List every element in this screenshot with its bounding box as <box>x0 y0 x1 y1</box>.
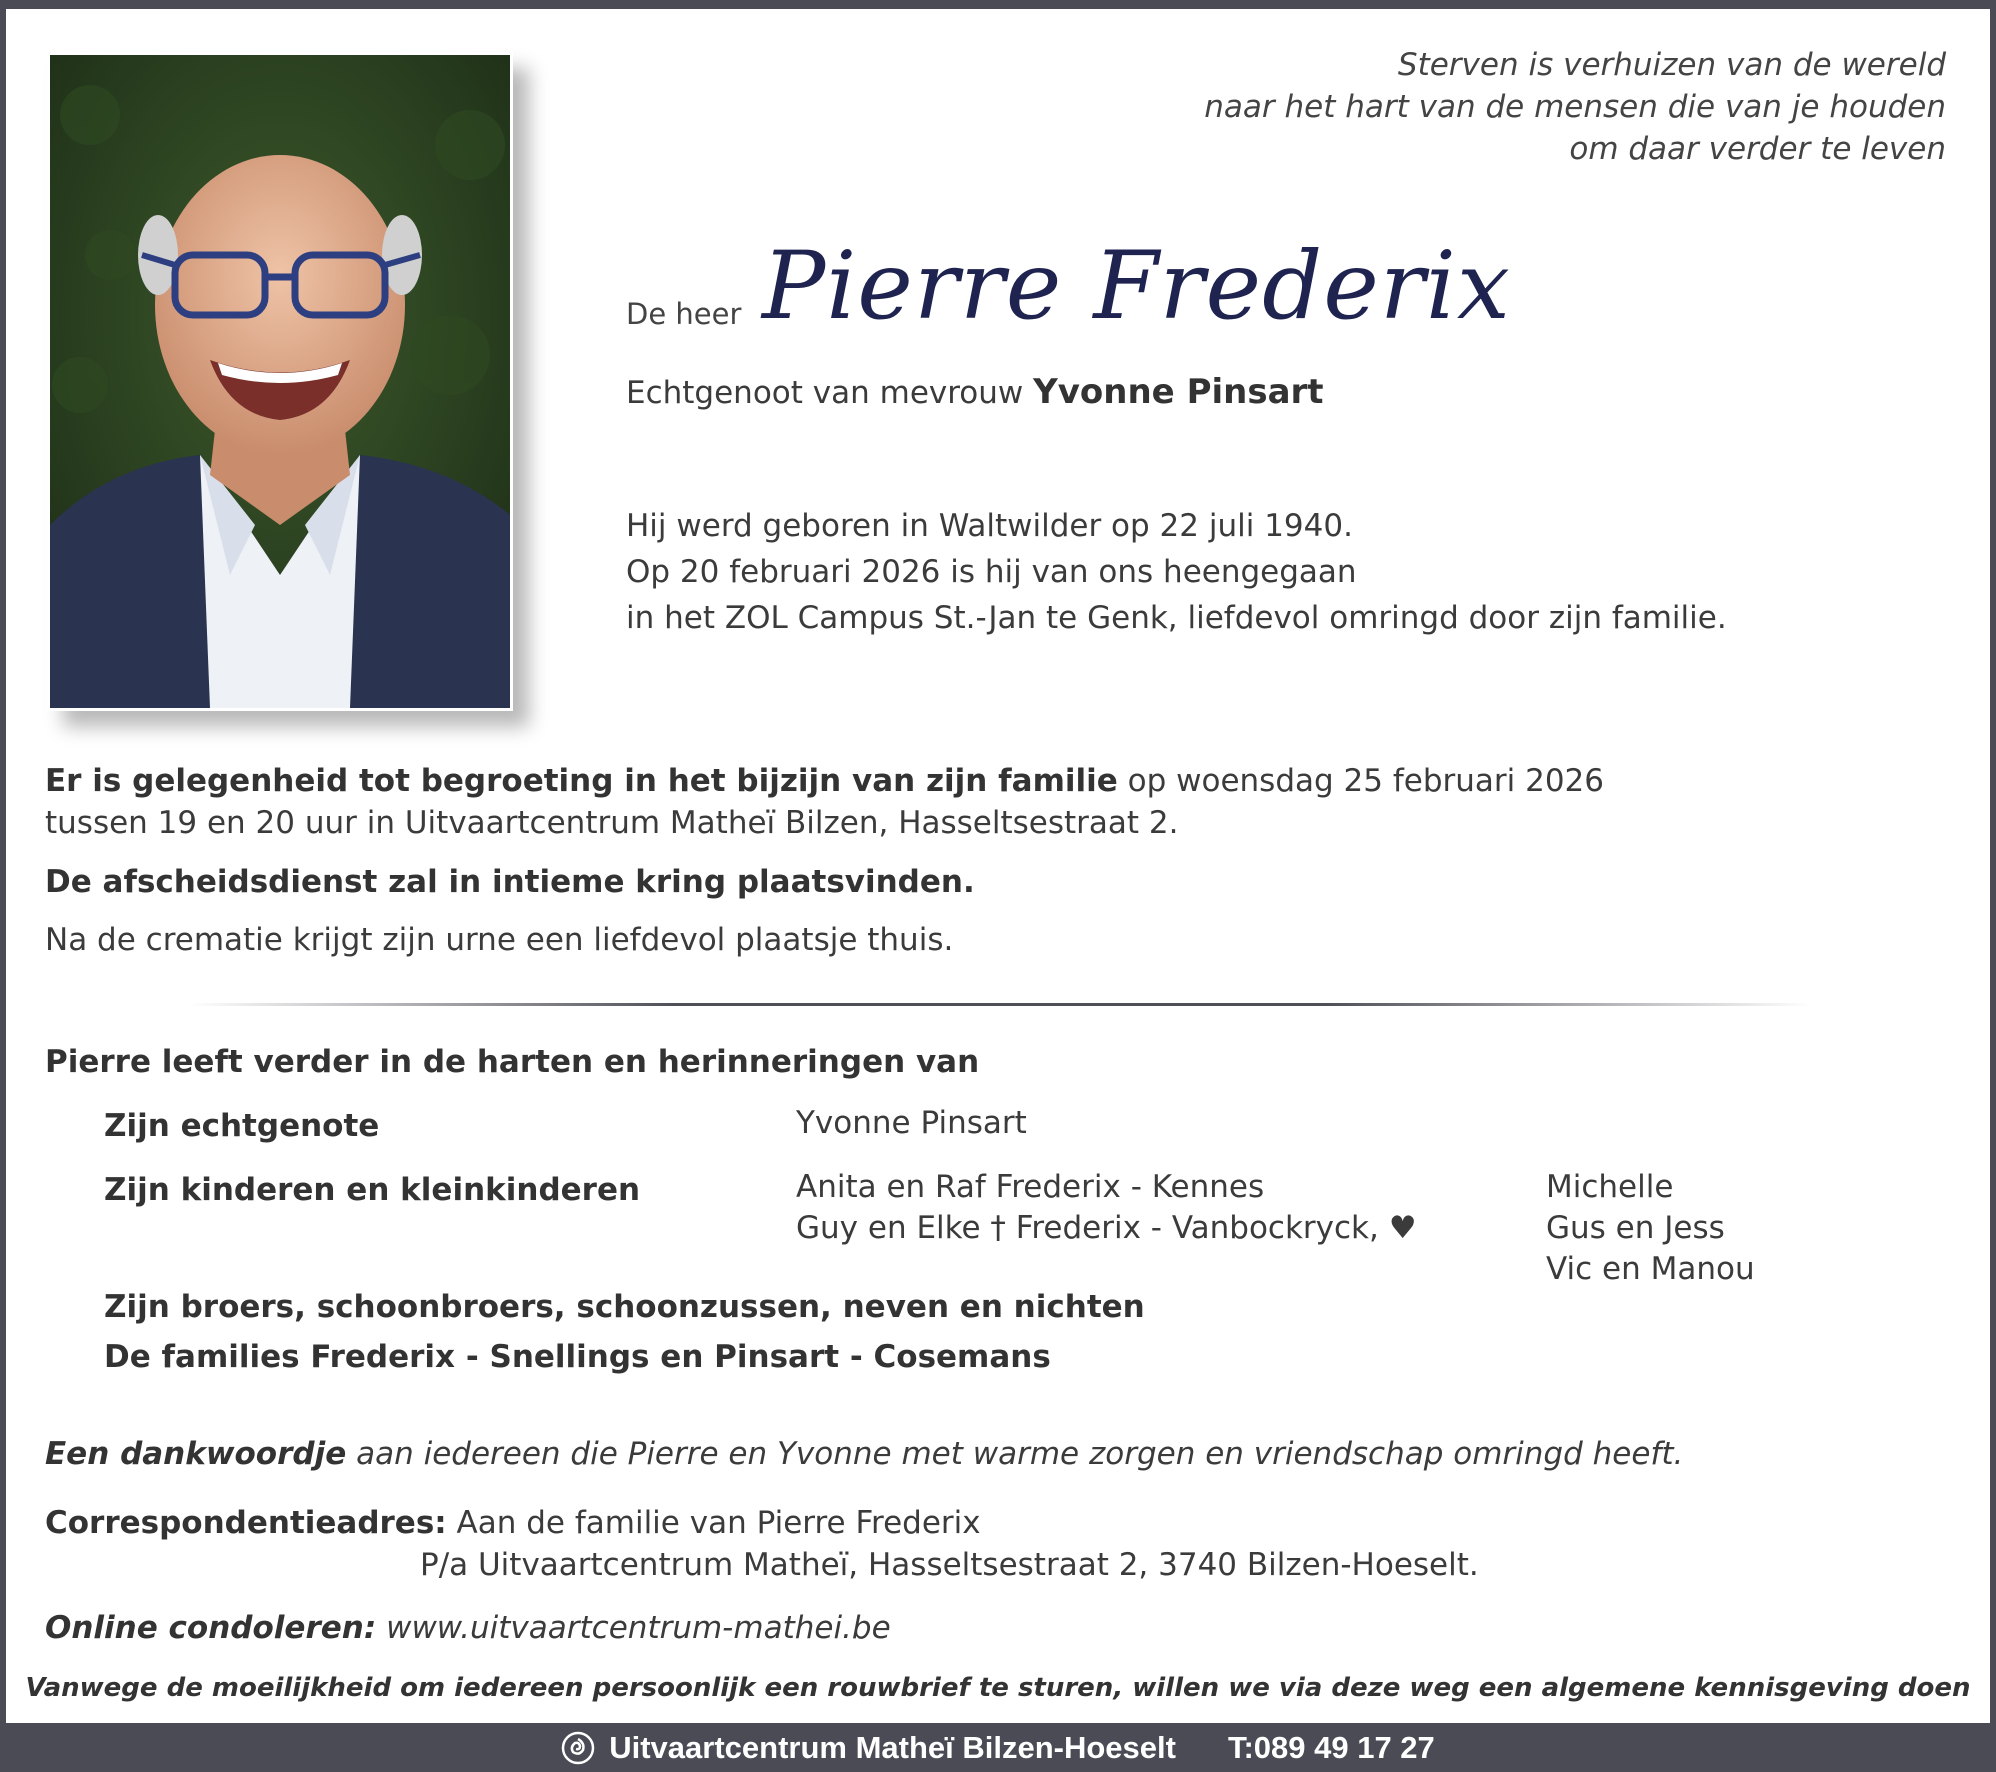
correspondence-label: Correspondentieadres: <box>45 1505 447 1541</box>
footer-bar <box>0 1723 1996 1772</box>
grandchildren-list <box>1546 1167 1755 1290</box>
general-notice: Vanwege de moeilijkheid om iedereen persoonlijk een rouwbrief te sturen, willen we via deze weg een algemene kennisgeving doen <box>25 1673 1971 1703</box>
children-list <box>796 1167 1417 1249</box>
footer-company: Uitvaartcentrum Matheï Bilzen-Hoeselt <box>609 1729 1176 1765</box>
footer-phone[interactable]: T:089 49 17 27 <box>1227 1729 1435 1765</box>
deceased-name: Pierre Frederix <box>762 232 1511 341</box>
online-label: Online condoleren: <box>45 1610 377 1646</box>
birth-line: Op 20 februari 2026 is hij van ons heengegaan <box>626 554 1357 590</box>
greeting-location: tussen 19 en 20 uur in Uitvaartcentrum Matheï Bilzen, Hasseltsestraat 2. <box>45 805 1179 841</box>
list-item: Vic en Manou <box>1546 1251 1755 1287</box>
thanks-text: aan iedereen die Pierre en Yvonne met warme zorgen en vriendschap omringd heeft. <box>346 1436 1684 1472</box>
list-item: Michelle <box>1546 1169 1674 1205</box>
rose-logo-icon <box>561 1731 595 1765</box>
online-url[interactable]: www.uitvaartcentrum-mathei.be <box>376 1610 891 1646</box>
correspondence-line1: Aan de familie van Pierre Frederix <box>446 1505 981 1541</box>
birth-line: Hij werd geboren in Waltwilder op 22 juli 1940. <box>626 508 1353 544</box>
spouse-name: Yvonne Pinsart <box>1033 372 1324 412</box>
memorial-quote <box>1046 44 1946 170</box>
list-item: Gus en Jess <box>1546 1210 1725 1246</box>
children-label: Zijn kinderen en kleinkinderen <box>104 1172 641 1208</box>
list-item: Guy en Elke † Frederix - Vanbockryck, ♥ <box>796 1210 1417 1246</box>
greeting-date: op woensdag 25 februari 2026 <box>1117 763 1604 799</box>
greeting-info <box>45 760 1604 844</box>
correspondence-line2: P/a Uitvaartcentrum Matheï, Hasseltsestraat 2, 3740 Bilzen-Hoeselt. <box>420 1547 1479 1583</box>
spouse-line <box>626 372 1324 412</box>
spouse-relation-label: Zijn echtgenote <box>104 1108 380 1144</box>
portrait-photo <box>47 52 513 711</box>
greeting-bold: Er is gelegenheid tot begroeting in het bijzijn van zijn familie <box>45 763 1118 799</box>
families-line: De families Frederix - Snellings en Pinsart - Cosemans <box>104 1339 1051 1375</box>
title-prefix: De heer <box>626 297 742 331</box>
family-heading: Pierre leeft verder in de harten en herinneringen van <box>45 1044 980 1080</box>
spouse-label: Echtgenoot van mevrouw <box>626 375 1024 411</box>
spouse-relation-name: Yvonne Pinsart <box>796 1105 1027 1141</box>
quote-line: Sterven is verhuizen van de wereld <box>1397 47 1946 83</box>
thanks-line <box>45 1436 1683 1472</box>
quote-line: naar het hart van de mensen die van je houden <box>1204 89 1946 125</box>
birth-details <box>626 503 1727 641</box>
online-condolence <box>45 1610 891 1646</box>
correspondence-address <box>45 1502 1479 1586</box>
cremation-notice: Na de crematie krijgt zijn urne een liefdevol plaatsje thuis. <box>45 922 954 958</box>
birth-line: in het ZOL Campus St.-Jan te Genk, liefdevol omringd door zijn familie. <box>626 600 1727 636</box>
list-item: Anita en Raf Frederix - Kennes <box>796 1169 1265 1205</box>
service-notice: De afscheidsdienst zal in intieme kring plaatsvinden. <box>45 864 975 900</box>
divider <box>190 1003 1810 1006</box>
quote-line: om daar verder te leven <box>1569 131 1946 167</box>
siblings-line: Zijn broers, schoonbroers, schoonzussen, neven en nichten <box>104 1289 1145 1325</box>
thanks-bold: Een dankwoordje <box>45 1436 347 1472</box>
